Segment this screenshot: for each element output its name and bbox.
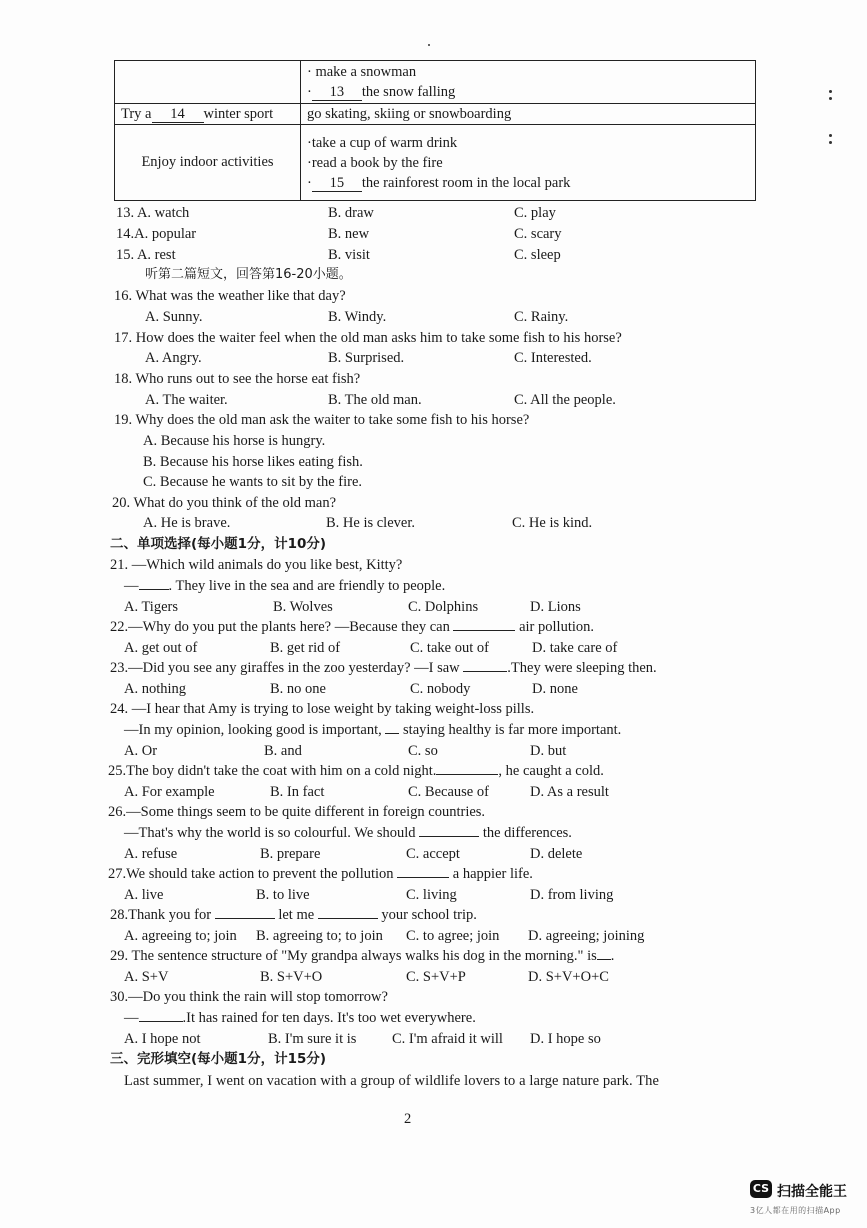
question-text: 21. —Which wild animals do you like best, Kitty? <box>110 557 403 573</box>
table-cell-label: Enjoy indoor activities <box>115 125 301 201</box>
option-text: A. Or <box>124 743 158 759</box>
scan-dot <box>829 97 832 100</box>
option-text: C. He is kind. <box>512 515 593 531</box>
activities-table <box>114 60 756 201</box>
option-text: C. Dolphins <box>408 599 479 615</box>
option-text: C. Because he wants to sit by the fire. <box>143 474 363 490</box>
blank-13: 13 <box>312 84 362 101</box>
section-heading: 三、完形填空(每小题1分，计15分) <box>110 1051 327 1067</box>
option-text: C. play <box>514 205 556 221</box>
option-text: A. agreeing to; join <box>124 928 237 944</box>
option-text: 14.A. popular <box>116 226 197 242</box>
option-text: B. The old man. <box>328 392 422 408</box>
option-text: C. Because of <box>408 784 489 800</box>
option-text: C. scary <box>514 226 562 242</box>
question-text: 23.—Did you see any giraffes in the zoo yesterday? —I saw .They were sleeping then. <box>110 660 657 676</box>
table-text: · make a snowman <box>307 64 417 80</box>
scan-dot <box>428 44 430 46</box>
option-text: A. S+V <box>124 969 169 985</box>
section-heading: 二、单项选择(每小题1分，计10分) <box>110 536 327 552</box>
option-text: C. All the people. <box>514 392 616 408</box>
table-cell-empty <box>115 61 301 104</box>
table-cell-snow <box>301 61 756 104</box>
camscanner-logo-icon: CS <box>750 1180 772 1198</box>
option-text: A. nothing <box>124 681 187 697</box>
option-text: D. As a result <box>530 784 609 800</box>
option-text: B. Because his horse likes eating fish. <box>143 454 363 470</box>
question-text: 29. The sentence structure of "My grandpa always walks his dog in the morning." is . <box>110 948 615 964</box>
scan-dot <box>829 134 832 137</box>
option-text: D. from living <box>530 887 614 903</box>
option-text: A. The waiter. <box>145 392 228 408</box>
question-text: —In my opinion, looking good is important, staying healthy is far more important. <box>124 722 622 738</box>
option-text: A. Sunny. <box>145 309 203 325</box>
option-text: D. delete <box>530 846 583 862</box>
option-text: D. none <box>532 681 578 697</box>
question-text: — . They live in the sea and are friendly to people. <box>124 578 446 594</box>
option-text: D. S+V+O+C <box>528 969 609 985</box>
option-text: D. but <box>530 743 567 759</box>
question-text: 28.Thank you for let me your school trip. <box>110 907 477 923</box>
watermark-tagline: 3亿人都在用的扫描App <box>750 1206 841 1215</box>
option-text: C. to agree; join <box>406 928 500 944</box>
option-text: C. take out of <box>410 640 489 656</box>
option-text: B. prepare <box>260 846 321 862</box>
option-text: B. Wolves <box>273 599 333 615</box>
option-text: 15. A. rest <box>116 247 176 263</box>
table-cell-label: Try a 14 winter sport <box>115 104 301 125</box>
option-text: B. to live <box>256 887 310 903</box>
option-text: A. For example <box>124 784 215 800</box>
option-text: C. so <box>408 743 438 759</box>
option-text: A. Because his horse is hungry. <box>143 433 326 449</box>
option-text: A. I hope not <box>124 1031 201 1047</box>
table-cell-indoor <box>301 125 756 201</box>
page-number: 2 <box>404 1111 412 1127</box>
question-text: 30.—Do you think the rain will stop tomorrow? <box>110 989 388 1005</box>
question-text: 26.—Some things seem to be quite different in foreign countries. <box>108 804 486 820</box>
option-text: B. and <box>264 743 302 759</box>
option-text: D. Lions <box>530 599 581 615</box>
option-text: C. Rainy. <box>514 309 569 325</box>
table-text: ·read a book by the fire <box>307 154 443 171</box>
question-text: 18. Who runs out to see the horse eat fish? <box>114 371 361 387</box>
option-text: B. I'm sure it is <box>268 1031 357 1047</box>
option-text: C. sleep <box>514 247 561 263</box>
blank-15: 15 <box>312 175 362 192</box>
option-text: C. accept <box>406 846 460 862</box>
question-text: 25.The boy didn't take the coat with him on a cold night. , he caught a cold. <box>108 763 604 779</box>
option-text: B. Surprised. <box>328 350 405 366</box>
question-text: 19. Why does the old man ask the waiter to take some fish to his horse? <box>114 412 530 428</box>
question-text: 22.—Why do you put the plants here? —Because they can air pollution. <box>110 619 595 635</box>
option-text: A. Tigers <box>124 599 178 615</box>
option-text: C. Interested. <box>514 350 592 366</box>
table-text: go skating, skiing or snowboarding <box>301 104 756 125</box>
option-text: C. nobody <box>410 681 471 697</box>
option-text: B. no one <box>270 681 326 697</box>
option-text: B. In fact <box>270 784 325 800</box>
table-text: ·take a cup of warm drink <box>307 134 458 151</box>
blank-14: 14 <box>152 106 204 123</box>
option-text: C. S+V+P <box>406 969 466 985</box>
option-text: 13. A. watch <box>116 205 190 221</box>
question-text: 17. How does the waiter feel when the old man asks him to take some fish to his horse? <box>114 330 622 346</box>
option-text: B. visit <box>328 247 370 263</box>
option-text: B. draw <box>328 205 374 221</box>
scan-dot <box>829 141 832 144</box>
option-text: A. get out of <box>124 640 198 656</box>
question-text: 20. What do you think of the old man? <box>112 495 337 511</box>
table-text: · 13 the snow falling <box>307 84 456 100</box>
question-text: — .It has rained for ten days. It's too wet everywhere. <box>124 1010 476 1026</box>
option-text: A. refuse <box>124 846 178 862</box>
question-text: —That's why the world is so colourful. We should the differences. <box>124 825 572 841</box>
option-text: B. He is clever. <box>326 515 415 531</box>
scan-dot <box>829 90 832 93</box>
option-text: A. He is brave. <box>143 515 231 531</box>
option-text: B. agreeing to; to join <box>256 928 383 944</box>
option-text: D. agreeing; joining <box>528 928 645 944</box>
question-text: 24. —I hear that Amy is trying to lose weight by taking weight-loss pills. <box>110 701 535 717</box>
option-text: B. new <box>328 226 370 242</box>
option-text: B. Windy. <box>328 309 387 325</box>
passage-instruction: 听第二篇短文，回答第16-20小题。 <box>145 267 352 282</box>
option-text: B. get rid of <box>270 640 341 656</box>
cloze-passage: Last summer, I went on vacation with a group of wildlife lovers to a large nature park. The <box>124 1073 660 1089</box>
table-text: · 15 the rainforest room in the local park <box>307 174 571 191</box>
option-text: C. I'm afraid it will <box>392 1031 503 1047</box>
option-text: A. Angry. <box>145 350 202 366</box>
question-text: 16. What was the weather like that day? <box>114 288 346 304</box>
watermark-name: 扫描全能王 <box>777 1184 847 1200</box>
option-text: B. S+V+O <box>260 969 323 985</box>
option-text: D. I hope so <box>530 1031 601 1047</box>
option-text: C. living <box>406 887 457 903</box>
question-text: 27.We should take action to prevent the pollution a happier life. <box>108 866 533 882</box>
option-text: D. take care of <box>532 640 618 656</box>
option-text: A. live <box>124 887 164 903</box>
